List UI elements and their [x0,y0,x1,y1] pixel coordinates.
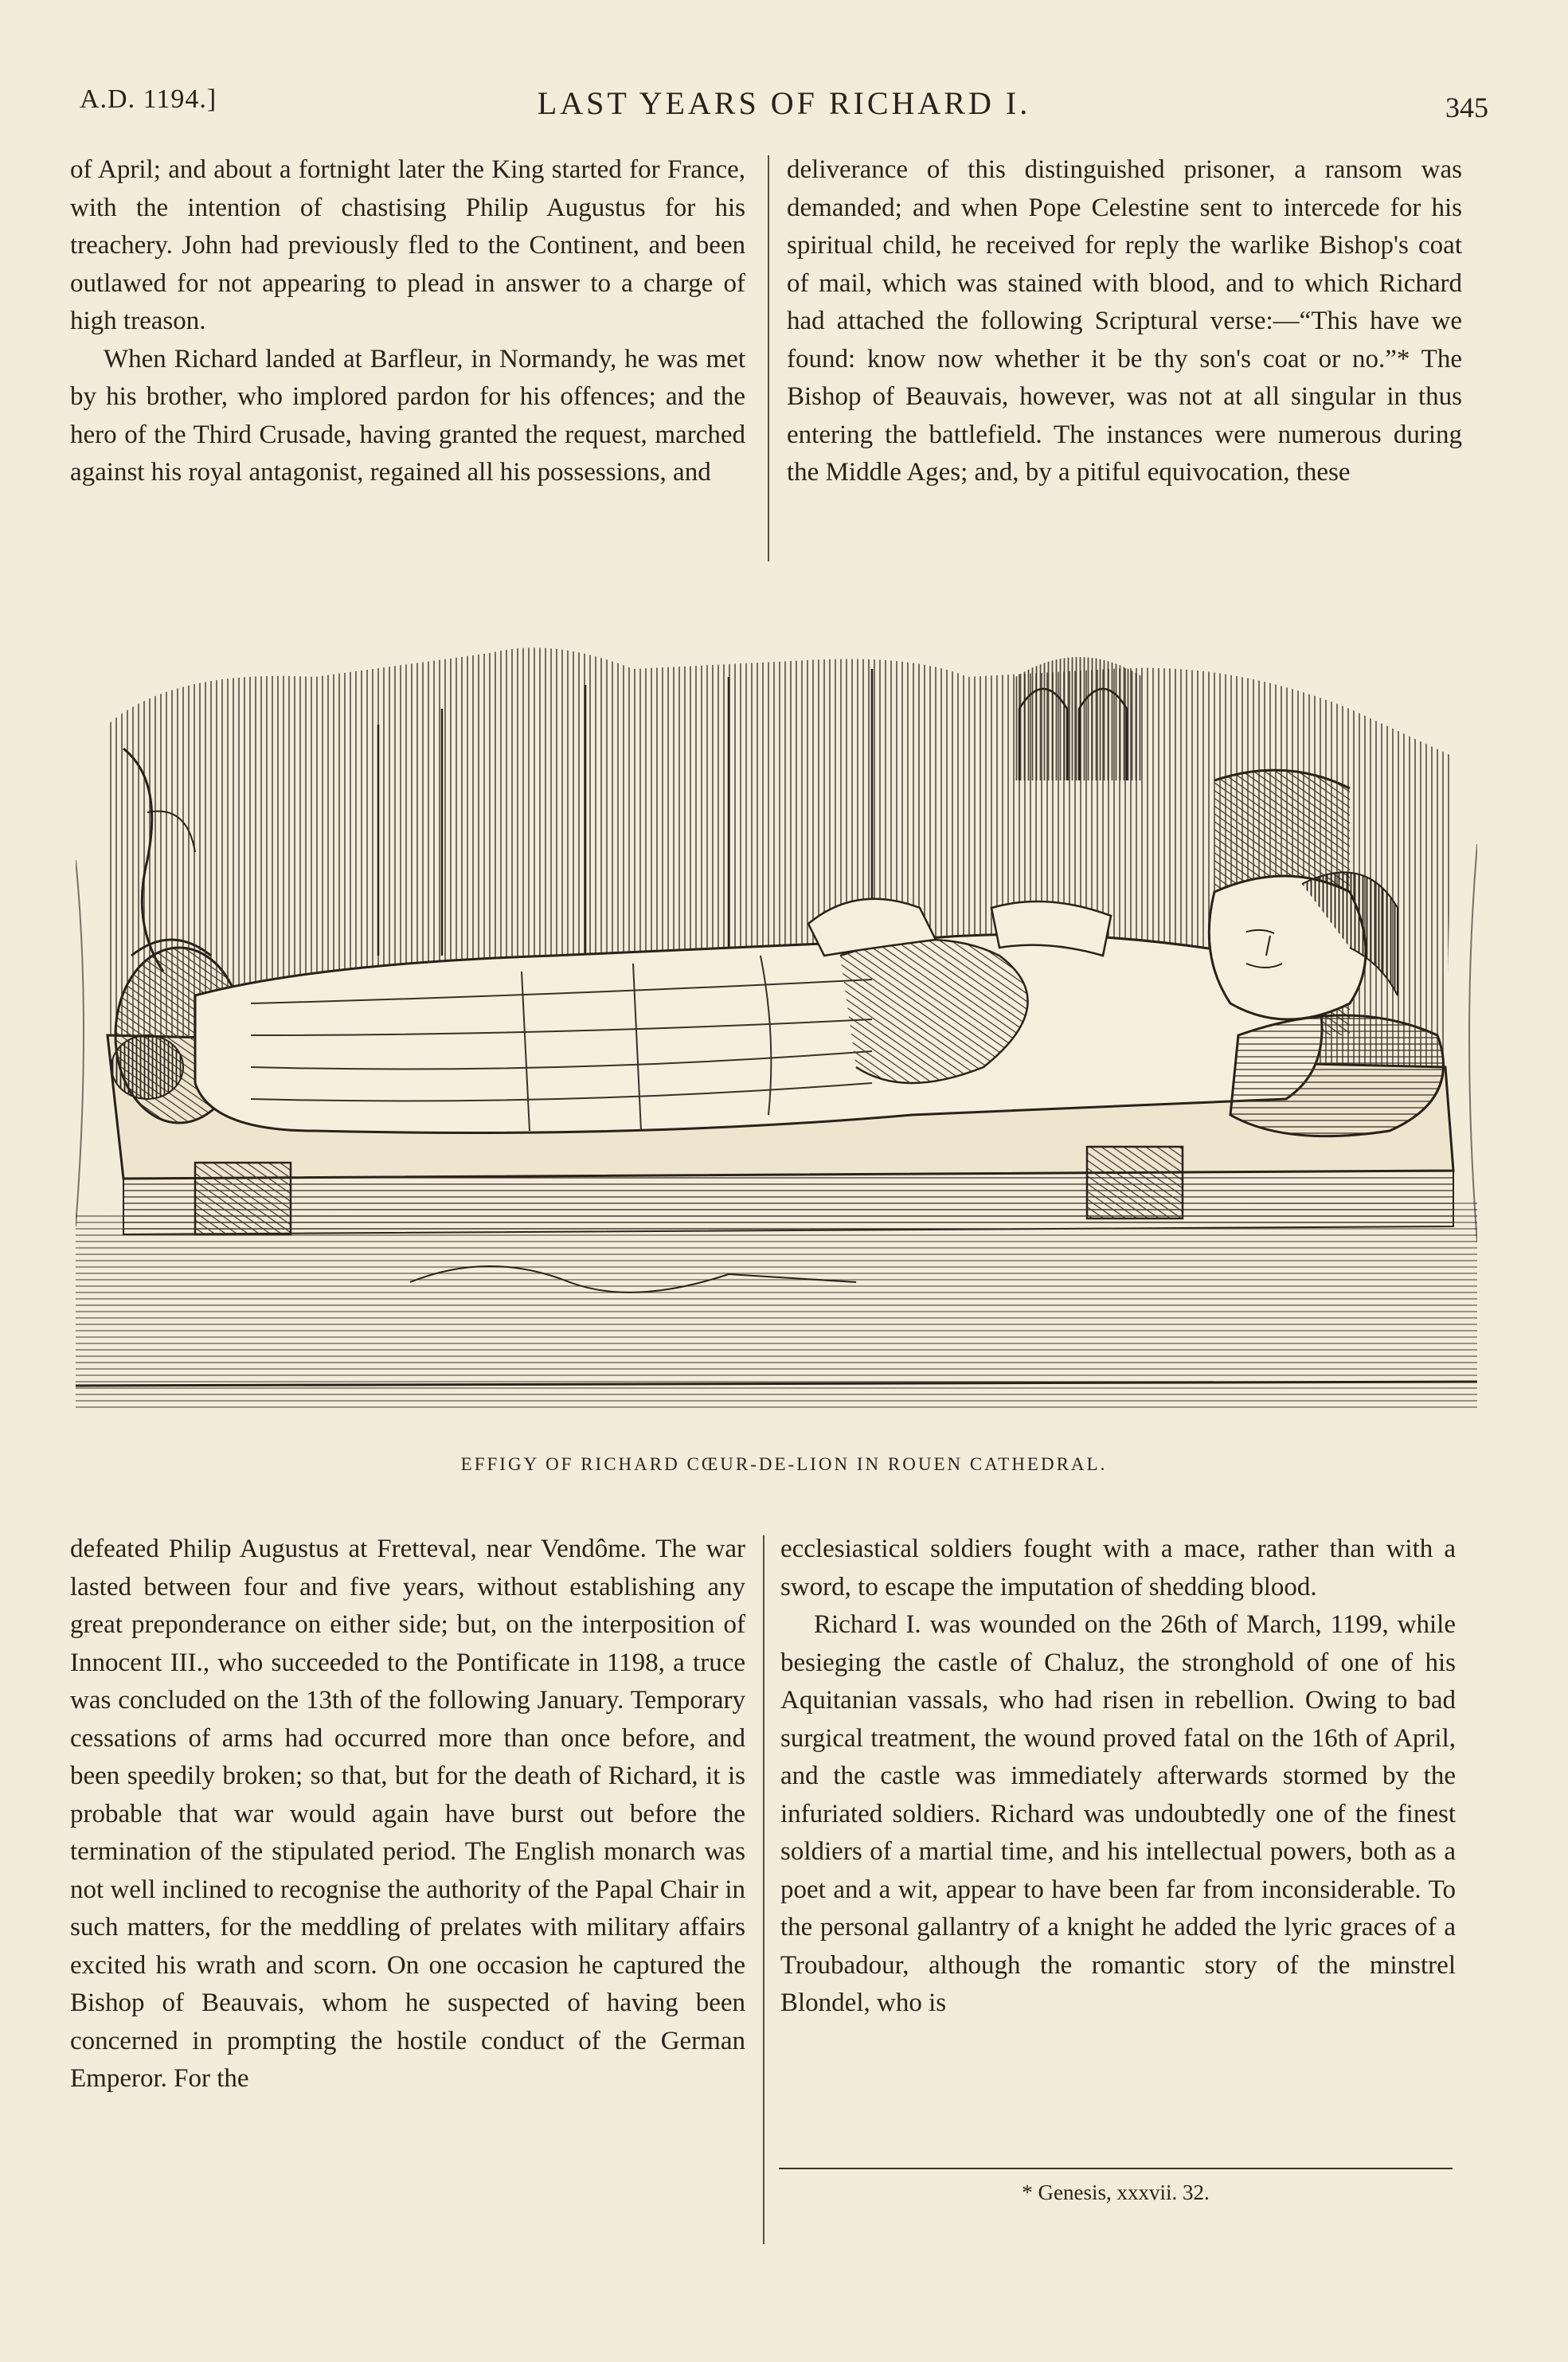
paragraph: of April; and about a fortnight later the King started for France, with the intention of chastising Philip Augustus for his treachery. John had previously fled to the Continent, and been outlawed for not appearing to plead in answer to a charge of high treason. [70,155,745,335]
paragraph: defeated Philip Augustus at Fretteval, near Vendôme. The war lasted between four and five years, without establishing any great preponderance on either side; but, on the interposition of Innocent III., who succeeded to the Pontificate in 1198, a truce was concluded on the 13th of the following January. Temporary cessations of arms had occurred more than once before, and been speedily broken; so that, but for the death of Richard, it is probable that war would again have burst out before the termination of the stipulated period. The English monarch was not well inclined to recognise the authority of the Papal Chair in such matters, for the meddling of prelates with military affairs excited his wrath and scorn. On one occasion he captured the Bishop of Beauvais, whom he suspected of having been concerned in prompting the hostile conduct of the German Emperor. For the [70,1535,745,2093]
paragraph: When Richard landed at Barfleur, in Normandy, he was met by his brother, who implored pardon for his offences; and the hero of the Third Crusade, having granted the request, marched against his royal antagonist, regained all his possessions, and [70,344,745,487]
top-left-column [70,151,745,492]
paragraph: deliverance of this distinguished prisoner, a ransom was demanded; and when Pope Celestine sent to intercede for his spiritual child, he received for reply the warlike Bishop's coat of mail, which was stained with blood, and to which Richard had attached the following Scriptural verse:—“This have we found: know now whether it be thy son's coat or no.”* The Bishop of Beauvais, however, was not at all singular in thus entering the battlefield. The instances were numerous during the Middle Ages; and, by a pitiful equivocation, these [787,155,1462,487]
header-title: LAST YEARS OF RICHARD I. [537,85,1031,121]
running-header [80,80,1488,127]
effigy-engraving [76,621,1477,1425]
column-divider [763,1535,764,2244]
paragraph: ecclesiastical soldiers fought with a mace, rather than with a sword, to escape the imputation of shedding blood. [780,1535,1456,1601]
top-right-column [787,151,1462,492]
footnote-rule [779,2168,1453,2169]
footnote: * Genesis, xxxvii. 32. [1022,2180,1210,2204]
bottom-right-column [780,1531,1456,2023]
figure-caption: EFFIGY OF RICHARD CŒUR-DE-LION IN ROUEN CATHEDRAL. [460,1454,1108,1474]
header-date: A.D. 1194.] [80,84,217,114]
page-number: 345 [1445,92,1488,123]
column-divider [768,155,769,561]
pillow [1230,1015,1444,1136]
floor [76,1203,1477,1410]
paragraph: Richard I. was wounded on the 26th of March, 1199, while besieging the castle of Chaluz, the stronghold of one of his Aquitanian vassals, who had risen in rebellion. Owing to bad surgical treatment, the wound proved fatal on the 16th of April, and the castle was immediately afterwards stormed by the infuriated soldiers. Richard was undoubtedly one of the finest soldiers of a martial time, and his intellectual powers, both as a poet and a wit, appear to have been far from inconsiderable. To the personal gallantry of a knight he added the lyric graces of a Troubadour, although the romantic story of the minstrel Blondel, who is [780,1610,1456,2017]
bottom-left-column [70,1531,745,2098]
